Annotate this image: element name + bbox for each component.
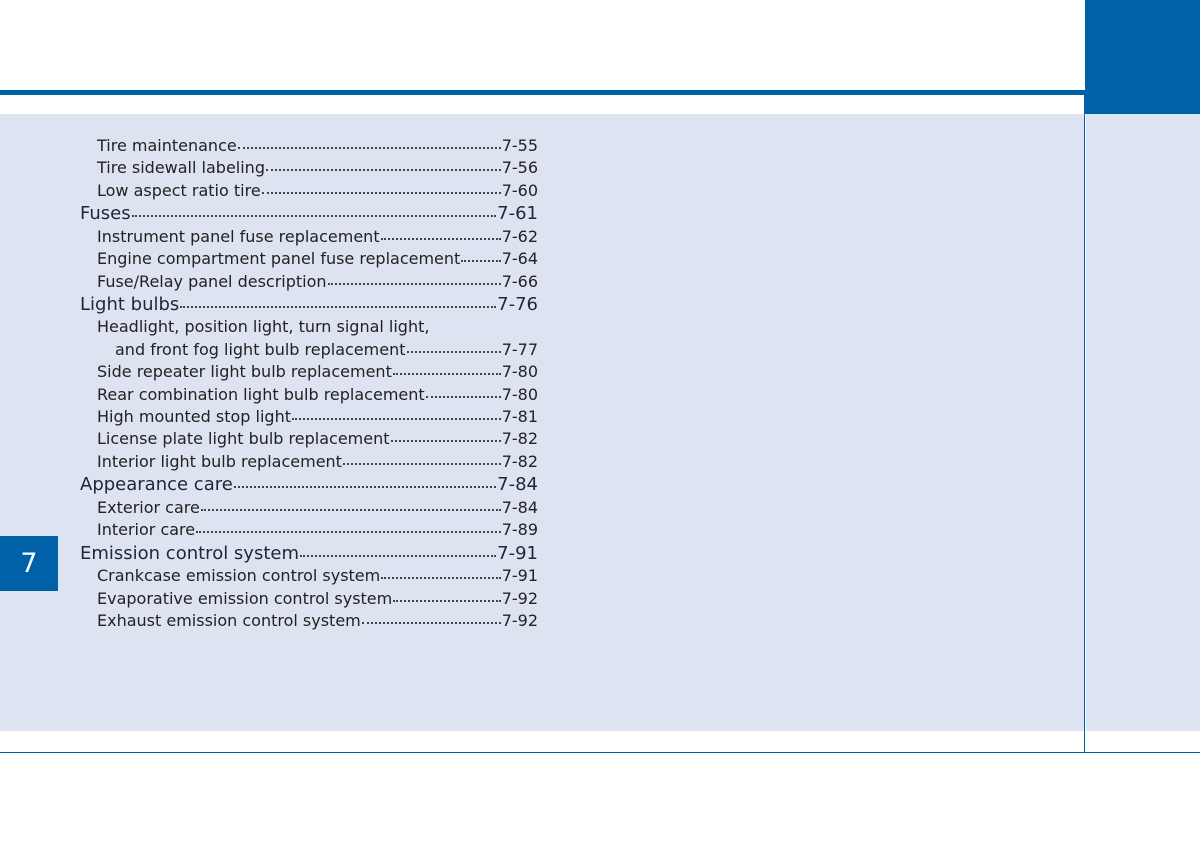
dot-leader xyxy=(180,306,496,308)
toc-entry-page: 7-66 xyxy=(501,271,538,291)
toc-entry[interactable] xyxy=(80,248,538,270)
toc-entry-page: 7-82 xyxy=(501,451,538,471)
toc-entry[interactable] xyxy=(80,497,538,519)
dot-leader xyxy=(292,418,501,420)
toc-entry-page: 7-80 xyxy=(501,384,538,404)
dot-leader xyxy=(343,463,501,465)
toc-entry-label: Exterior care xyxy=(97,497,200,517)
toc-entry-page: 7-92 xyxy=(501,588,538,608)
toc-entry-label: Rear combination light bulb replacement xyxy=(97,384,425,404)
toc-entry[interactable] xyxy=(80,519,538,541)
toc-entry-page: 7-82 xyxy=(501,429,538,449)
toc-entry-page: 7-92 xyxy=(501,610,538,630)
dot-leader xyxy=(393,373,501,375)
toc-entry-label: Appearance care xyxy=(80,474,233,496)
toc-entry-page: 7-84 xyxy=(497,474,538,496)
toc-entry-label: Fuse/Relay panel description xyxy=(97,271,327,291)
toc-entry-label: Crankcase emission control system xyxy=(97,566,381,586)
top-rule xyxy=(0,90,1085,95)
toc-entry-page: 7-77 xyxy=(501,339,538,359)
dot-leader xyxy=(300,555,496,557)
toc-entry[interactable] xyxy=(80,339,538,361)
toc-entry-label: Instrument panel fuse replacement xyxy=(97,226,380,246)
toc-entry-page: 7-76 xyxy=(497,293,538,315)
toc-section[interactable] xyxy=(80,473,538,497)
toc-section[interactable] xyxy=(80,542,538,566)
dot-leader xyxy=(262,192,501,194)
dot-leader xyxy=(196,531,501,533)
toc-entry-page: 7-81 xyxy=(501,407,538,427)
toc-entry-label: Engine compartment panel fuse replacement xyxy=(97,249,461,269)
toc-entry-page: 7-64 xyxy=(501,249,538,269)
toc-section[interactable] xyxy=(80,202,538,226)
toc-entry-label: License plate light bulb replacement xyxy=(97,429,390,449)
toc-entry[interactable] xyxy=(80,135,538,157)
dot-leader xyxy=(238,147,501,149)
dot-leader xyxy=(407,351,501,353)
dot-leader xyxy=(266,169,501,171)
dot-leader xyxy=(391,440,501,442)
toc-entry-label: Emission control system xyxy=(80,542,299,564)
toc-entry-label: Interior care xyxy=(97,520,196,540)
toc-entry[interactable] xyxy=(80,406,538,428)
dot-leader xyxy=(234,486,496,488)
toc-entry-page: 7-60 xyxy=(501,180,538,200)
toc-entry[interactable] xyxy=(80,610,538,632)
toc-entry-page: 7-89 xyxy=(501,520,538,540)
toc-entry-label: Exhaust emission control system xyxy=(97,610,361,630)
toc-entry-page: 7-61 xyxy=(497,203,538,225)
toc-entry-page: 7-91 xyxy=(501,566,538,586)
toc-entry-page: 7-55 xyxy=(501,136,538,155)
dot-leader xyxy=(362,622,501,624)
toc-entry[interactable] xyxy=(80,271,538,293)
table-of-contents xyxy=(80,135,538,632)
toc-entry-label: Evaporative emission control system xyxy=(97,588,393,608)
chapter-tab[interactable]: 7 xyxy=(0,536,58,591)
toc-entry[interactable] xyxy=(80,588,538,610)
toc-entry-label: Headlight, position light, turn signal light, xyxy=(97,317,430,337)
toc-entry-page: 7-84 xyxy=(501,497,538,517)
toc-entry[interactable] xyxy=(80,565,538,587)
dot-leader xyxy=(381,238,501,240)
toc-entry-page: 7-56 xyxy=(501,158,538,178)
toc-entry-page: 7-80 xyxy=(501,362,538,382)
toc-entry-page: 7-91 xyxy=(497,542,538,564)
dot-leader xyxy=(461,260,500,262)
vertical-rule xyxy=(1084,95,1085,753)
corner-block xyxy=(1085,0,1200,114)
toc-entry-label: Light bulbs xyxy=(80,293,180,315)
toc-entry-label: Tire sidewall labeling xyxy=(97,158,265,178)
dot-leader xyxy=(132,215,497,217)
toc-section[interactable] xyxy=(80,293,538,317)
toc-entry-label: High mounted stop light xyxy=(97,407,291,427)
toc-entry[interactable] xyxy=(80,384,538,406)
toc-entry[interactable] xyxy=(80,361,538,383)
dot-leader xyxy=(328,283,501,285)
toc-entry[interactable] xyxy=(80,226,538,248)
toc-entry-label: Tire maintenance xyxy=(97,136,237,155)
toc-entry[interactable] xyxy=(80,428,538,450)
toc-entry-label: Fuses xyxy=(80,203,131,225)
toc-entry-label: and front fog light bulb replacement xyxy=(115,339,406,359)
toc-entry-page: 7-62 xyxy=(501,226,538,246)
toc-entry-label: Side repeater light bulb replacement xyxy=(97,362,392,382)
toc-entry xyxy=(80,316,538,338)
dot-leader xyxy=(393,600,500,602)
toc-entry-label: Low aspect ratio tire xyxy=(97,180,261,200)
dot-leader xyxy=(381,577,500,579)
side-panel xyxy=(1086,114,1200,731)
toc-entry-label: Interior light bulb replacement xyxy=(97,451,342,471)
toc-entry[interactable] xyxy=(80,157,538,179)
toc-entry[interactable] xyxy=(80,180,538,202)
toc-entry[interactable] xyxy=(80,451,538,473)
dot-leader xyxy=(426,396,501,398)
dot-leader xyxy=(201,509,501,511)
bottom-rule xyxy=(0,752,1200,753)
